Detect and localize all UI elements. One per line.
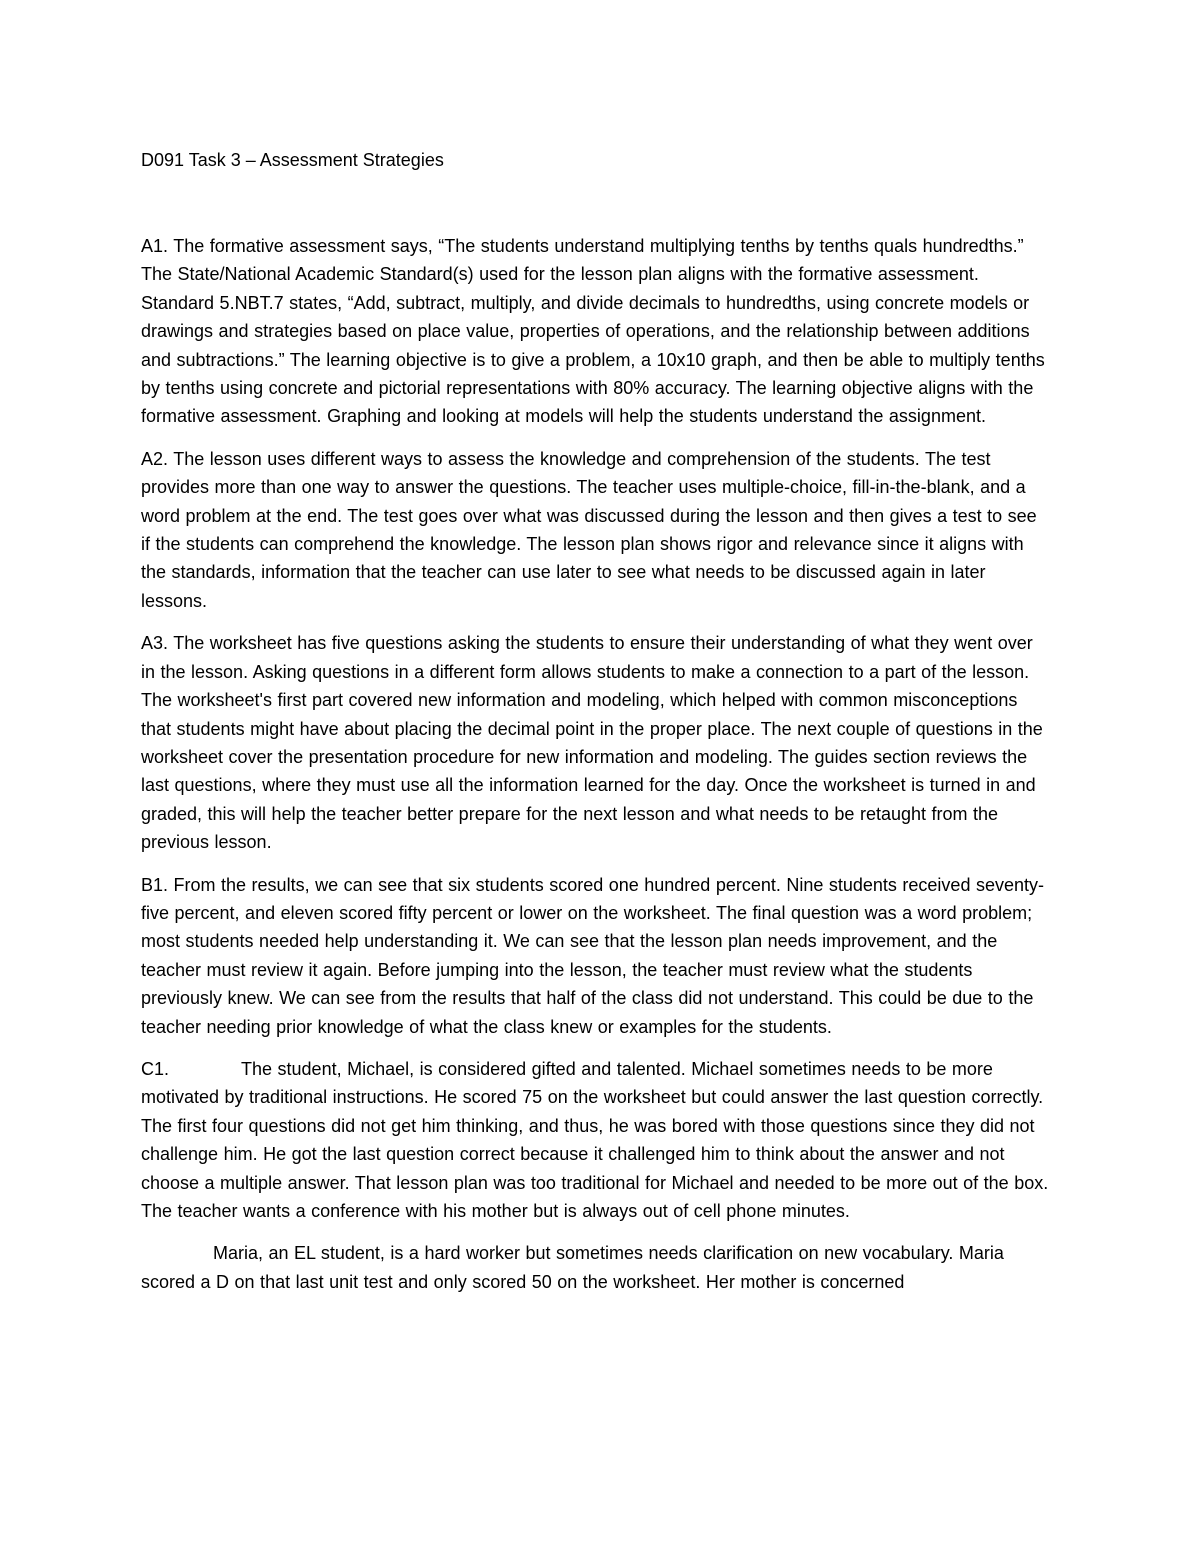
section-c1 bbox=[141, 1055, 1050, 1225]
section-a1-text: The formative assessment says, “The students understand multiplying tenths by tenths quals hundredths.” The State/National Academic Standard(s) used for the lesson plan aligns with the formative assessment. Standard 5.NBT.7 states, “Add, subtract, multiply, and divide decimals to hundredths, using concrete models or drawings and strategies based on place value, properties of operations, and the relationship between additions and subtractions.” The learning objective is to give a problem, a 10x10 graph, and then be able to multiply tenths by tenths using concrete and pictorial representations with 80% accuracy. The learning objective aligns with the formative assessment. Graphing and looking at models will help the students understand the assignment. bbox=[141, 236, 1045, 427]
section-a3 bbox=[141, 629, 1050, 856]
section-c1-label: C1. bbox=[141, 1058, 170, 1079]
section-b1-label: B1. bbox=[141, 874, 174, 895]
section-a2-label: A2. bbox=[141, 448, 174, 469]
section-b1-text: From the results, we can see that six students scored one hundred percent. Nine students received seventy-five percent, and eleven scored fifty percent or lower on the worksheet. The final question was a word problem; most students needed help understanding it. We can see that the lesson plan needs improvement, and the teacher must review it again. Before jumping into the lesson, the teacher must review what the students previously knew. We can see from the results that half of the class did not understand. This could be due to the teacher needing prior knowledge of what the class knew or examples for the students. bbox=[141, 874, 1044, 1037]
section-c1-maria bbox=[141, 1239, 1050, 1296]
section-c1-text: The student, Michael, is considered gifted and talented. Michael sometimes needs to be more motivated by traditional instructions. He scored 75 on the worksheet but could answer the last question correctly. The first four questions did not get him thinking, and thus, he was bored with those questions since they did not challenge him. He got the last question correct because it challenged him to think about the answer and not choose a multiple answer. That lesson plan was too traditional for Michael and needed to be more out of the box. The teacher wants a conference with his mother but is always out of cell phone minutes. bbox=[141, 1058, 1049, 1221]
section-a2-text: The lesson uses different ways to assess the knowledge and comprehension of the students. The test provides more than one way to answer the questions. The teacher uses multiple-choice, fill-in-the-blank, and a word problem at the end. The test goes over what was discussed during the lesson and then gives a test to see if the students can comprehend the knowledge. The lesson plan shows rigor and relevance since it aligns with the standards, information that the teacher can use later to see what needs to be discussed again in later lessons. bbox=[141, 448, 1037, 611]
section-a1-label: A1. bbox=[141, 236, 174, 256]
section-c1-maria-text: Maria, an EL student, is a hard worker but sometimes needs clarification on new vocabulary. Maria scored a D on that last unit test and only scored 50 on the worksheet. Her mother is concerned bbox=[141, 1243, 1004, 1292]
section-a3-text: The worksheet has five questions asking the students to ensure their understanding of what they went over in the lesson. Asking questions in a different form allows students to make a connection to a part of the lesson. The worksheet's first part covered new information and modeling, which helped with common misconceptions that students might have about placing the decimal point in the proper place. The next couple of questions in the worksheet cover the presentation procedure for new information and modeling. The guides section reviews the last questions, where they must use all the information learned for the day. Once the worksheet is turned in and graded, this will help the teacher better prepare for the next lesson and what needs to be retaught from the previous lesson. bbox=[141, 633, 1043, 853]
section-a3-label: A3. bbox=[141, 633, 174, 654]
document-title: D091 Task 3 – Assessment Strategies bbox=[141, 150, 444, 170]
section-a2 bbox=[141, 445, 1050, 615]
section-a1 bbox=[141, 232, 1050, 431]
section-b1 bbox=[141, 871, 1050, 1041]
